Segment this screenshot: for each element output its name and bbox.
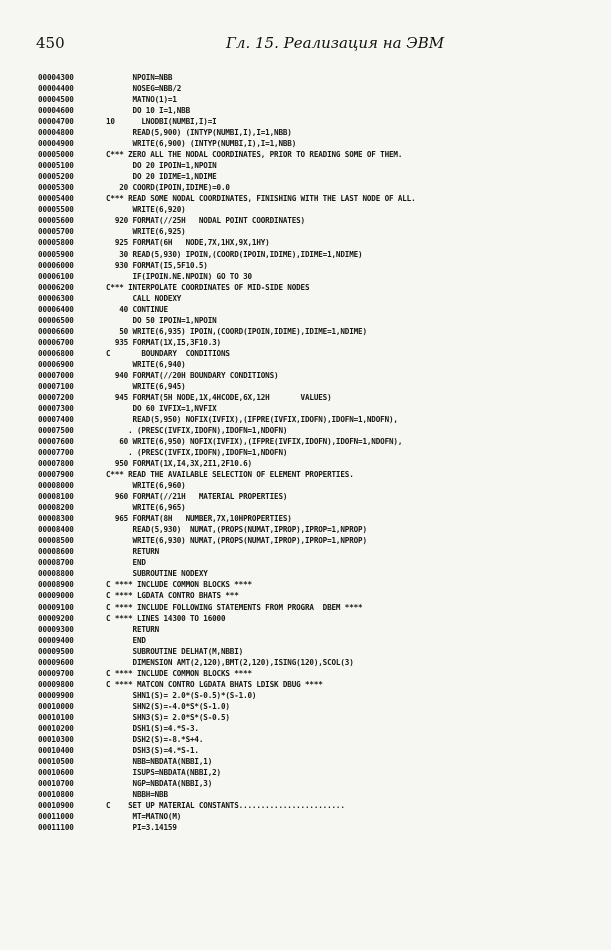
line-source-text: 30 READ(5,930) IPOIN,(COORD(IPOIN,IDIME),IDIME=1,NDIME): [106, 249, 363, 259]
code-line: [38, 370, 598, 381]
line-source-text: WRITE(6,900) (INTYP(NUMBI,I),I=1,NBB): [106, 139, 297, 149]
code-line: [38, 127, 598, 138]
line-source-text: DSH2(S)=-8.*S+4.: [106, 734, 204, 744]
code-line: [38, 822, 598, 833]
code-line: [38, 293, 598, 304]
line-source-text: NOSEG=NBB/2: [106, 84, 182, 94]
line-source-text: WRITE(6,965): [106, 503, 186, 513]
code-line: [38, 182, 598, 193]
line-source-text: DO 60 IVFIX=1,NVFIX: [106, 403, 217, 413]
line-source-text: DIMENSION AMT(2,120),BMT(2,120),ISING(120),SCOL(3): [106, 657, 354, 667]
line-source-text: C **** INCLUDE COMMON BLOCKS ****: [106, 580, 252, 590]
code-line: [38, 590, 598, 601]
code-line: [38, 613, 598, 624]
code-line: [38, 249, 598, 260]
code-line: [38, 679, 598, 690]
line-source-text: SUBROUTINE DELHAT(M,NBBI): [106, 646, 244, 656]
line-source-text: C*** READ THE AVAILABLE SELECTION OF ELEMENT PROPERTIES.: [106, 470, 354, 480]
line-sequence-number: 00009800: [38, 679, 74, 689]
line-sequence-number: 00007300: [38, 403, 74, 413]
line-sequence-number: 00006900: [38, 359, 74, 369]
line-sequence-number: 00009500: [38, 646, 74, 656]
line-source-text: WRITE(6,930) NUMAT,(PROPS(NUMAT,IPROP),IPROP=1,NPROP): [106, 536, 367, 546]
code-line: [38, 138, 598, 149]
code-line: [38, 778, 598, 789]
line-source-text: IF(IPOIN.NE.NPOIN) GO TO 30: [106, 271, 252, 281]
line-source-text: END: [106, 635, 146, 645]
line-source-text: C*** READ SOME NODAL COORDINATES, FINISHING WITH THE LAST NODE OF ALL.: [106, 194, 416, 204]
line-sequence-number: 00009300: [38, 624, 74, 634]
line-source-text: READ(5,930) NUMAT,(PROPS(NUMAT,IPROP),IPROP=1,NPROP): [106, 525, 367, 535]
line-sequence-number: 00005700: [38, 227, 74, 237]
code-line: [38, 348, 598, 359]
line-source-text: CALL NODEXY: [106, 293, 182, 303]
line-sequence-number: 00010800: [38, 790, 74, 800]
line-source-text: NBB=NBDATA(NBBI,1): [106, 756, 213, 766]
line-source-text: 60 WRITE(6,950) NOFIX(IVFIX),(IFPRE(IVFIX,IDOFN),IDOFN=1,NDOFN),: [106, 437, 403, 447]
line-source-text: 10 LNODBI(NUMBI,I)=I: [106, 117, 217, 127]
line-sequence-number: 00006800: [38, 348, 74, 358]
line-source-text: C **** LINES 14300 TO 16000: [106, 613, 226, 623]
line-source-text: 40 CONTINUE: [106, 304, 168, 314]
code-line: [38, 723, 598, 734]
line-sequence-number: 00005300: [38, 183, 74, 193]
code-line: [38, 83, 598, 94]
line-source-text: MATNO(1)=1: [106, 95, 177, 105]
line-source-text: 935 FORMAT(1X,I5,3F10.3): [106, 337, 221, 347]
line-source-text: 965 FORMAT(8H NUMBER,7X,10HPROPERTIES): [106, 514, 292, 524]
code-line: [38, 226, 598, 237]
line-sequence-number: 00007200: [38, 392, 74, 402]
code-line: [38, 193, 598, 204]
line-sequence-number: 00005200: [38, 172, 74, 182]
line-sequence-number: 00007900: [38, 470, 74, 480]
line-sequence-number: 00006400: [38, 304, 74, 314]
line-sequence-number: 00005800: [38, 238, 74, 248]
line-sequence-number: 00009100: [38, 602, 74, 612]
code-line: [38, 359, 598, 370]
line-source-text: 50 WRITE(6,935) IPOIN,(COORD(IPOIN,IDIME),IDIME=1,NDIME): [106, 326, 367, 336]
page-number: 450: [36, 34, 65, 52]
code-line: [38, 116, 598, 127]
line-sequence-number: 00008000: [38, 481, 74, 491]
line-sequence-number: 00010000: [38, 701, 74, 711]
line-sequence-number: 00010900: [38, 801, 74, 811]
line-sequence-number: 00007800: [38, 459, 74, 469]
line-source-text: DO 20 IDIME=1,NDIME: [106, 172, 217, 182]
code-line: [38, 690, 598, 701]
line-source-text: ISUPS=NBDATA(NBBI,2): [106, 767, 221, 777]
line-source-text: C **** INCLUDE COMMON BLOCKS ****: [106, 668, 252, 678]
line-source-text: 960 FORMAT(//21H MATERIAL PROPERTIES): [106, 492, 288, 502]
code-line: [38, 579, 598, 590]
line-sequence-number: 00011000: [38, 812, 74, 822]
line-sequence-number: 00008100: [38, 492, 74, 502]
code-line: [38, 337, 598, 348]
line-sequence-number: 00004900: [38, 139, 74, 149]
line-sequence-number: 00008700: [38, 558, 74, 568]
line-source-text: C*** INTERPOLATE COORDINATES OF MID-SIDE NODES: [106, 282, 310, 292]
code-line: [38, 557, 598, 568]
line-source-text: 925 FORMAT(6H NODE,7X,1HX,9X,1HY): [106, 238, 270, 248]
page-header: [36, 34, 576, 56]
line-sequence-number: 00008200: [38, 503, 74, 513]
line-sequence-number: 00005900: [38, 249, 74, 259]
line-sequence-number: 00009900: [38, 690, 74, 700]
code-line: [38, 524, 598, 535]
code-line: [38, 237, 598, 248]
line-source-text: 930 FORMAT(I5,5F10.5): [106, 260, 208, 270]
code-line: [38, 414, 598, 425]
line-sequence-number: 00007600: [38, 437, 74, 447]
code-line: [38, 436, 598, 447]
line-sequence-number: 00005400: [38, 194, 74, 204]
code-line: [38, 149, 598, 160]
code-listing: [38, 72, 598, 833]
line-sequence-number: 00010400: [38, 745, 74, 755]
line-source-text: WRITE(6,945): [106, 381, 186, 391]
line-sequence-number: 00010600: [38, 767, 74, 777]
code-line: [38, 646, 598, 657]
code-line: [38, 260, 598, 271]
line-sequence-number: 00004400: [38, 84, 74, 94]
line-source-text: C **** LGDATA CONTRO BHATS ***: [106, 591, 239, 601]
code-line: [38, 171, 598, 182]
line-source-text: READ(5,950) NOFIX(IVFIX),(IFPRE(IVFIX,IDOFN),IDOFN=1,NDOFN),: [106, 414, 398, 424]
line-sequence-number: 00010300: [38, 734, 74, 744]
line-source-text: SHN3(S)= 2.0*S*(S-0.5): [106, 712, 230, 722]
code-line: [38, 712, 598, 723]
line-source-text: C*** ZERO ALL THE NODAL COORDINATES, PRIOR TO READING SOME OF THEM.: [106, 150, 403, 160]
line-sequence-number: 00007100: [38, 381, 74, 391]
line-sequence-number: 00004500: [38, 95, 74, 105]
code-line: [38, 756, 598, 767]
line-source-text: NPOIN=NBB: [106, 73, 173, 82]
line-sequence-number: 00009200: [38, 613, 74, 623]
code-line: [38, 568, 598, 579]
code-line: [38, 326, 598, 337]
code-line: [38, 271, 598, 282]
line-source-text: WRITE(6,920): [106, 205, 186, 215]
code-line: [38, 425, 598, 436]
code-line: [38, 668, 598, 679]
line-source-text: DSH3(S)=4.*S-1.: [106, 745, 199, 755]
line-sequence-number: 00004800: [38, 128, 74, 138]
code-line: [38, 381, 598, 392]
line-sequence-number: 00006100: [38, 271, 74, 281]
line-sequence-number: 00010700: [38, 779, 74, 788]
code-line: [38, 767, 598, 778]
code-line: [38, 635, 598, 646]
line-source-text: SHN1(S)= 2.0*(S-0.5)*(S-1.0): [106, 690, 257, 700]
line-source-text: 945 FORMAT(5H NODE,1X,4HCODE,6X,12H VALUES): [106, 392, 332, 402]
line-sequence-number: 00011100: [38, 823, 74, 833]
code-line: [38, 304, 598, 315]
code-line: [38, 546, 598, 557]
line-source-text: WRITE(6,940): [106, 359, 186, 369]
code-line: [38, 160, 598, 171]
line-source-text: C **** INCLUDE FOLLOWING STATEMENTS FROM PROGRA DBEM ****: [106, 602, 363, 612]
line-sequence-number: 00007500: [38, 426, 74, 435]
line-source-text: DSH1(S)=4.*S-3.: [106, 723, 199, 733]
line-source-text: RETURN: [106, 547, 160, 557]
line-sequence-number: 00009000: [38, 591, 74, 601]
line-source-text: WRITE(6,925): [106, 227, 186, 237]
code-line: [38, 204, 598, 215]
code-line: [38, 535, 598, 546]
line-sequence-number: 00007000: [38, 370, 74, 380]
line-sequence-number: 00008400: [38, 525, 74, 535]
line-source-text: WRITE(6,960): [106, 481, 186, 491]
line-source-text: C **** MATCON CONTRO LGDATA BHATS LDISK DBUG ****: [106, 679, 323, 689]
code-line: [38, 502, 598, 513]
line-sequence-number: 00004700: [38, 117, 74, 127]
line-sequence-number: 00007400: [38, 414, 74, 424]
line-source-text: NGP=NBDATA(NBBI,3): [106, 779, 213, 788]
line-source-text: READ(5,900) (INTYP(NUMBI,I),I=1,NBB): [106, 128, 292, 138]
line-sequence-number: 00005000: [38, 150, 74, 160]
line-source-text: 940 FORMAT(//20H BOUNDARY CONDITIONS): [106, 370, 279, 380]
code-line: [38, 215, 598, 226]
line-sequence-number: 00005600: [38, 216, 74, 226]
code-line: [38, 734, 598, 745]
line-source-text: . (PRESC(IVFIX,IDOFN),IDOFN=1,NDOFN): [106, 448, 288, 458]
code-line: [38, 657, 598, 668]
line-source-text: DO 20 IPOIN=1,NPOIN: [106, 161, 217, 171]
code-line: [38, 403, 598, 414]
code-line: [38, 811, 598, 822]
code-line: [38, 800, 598, 811]
line-sequence-number: 00008800: [38, 569, 74, 579]
code-line: [38, 480, 598, 491]
line-sequence-number: 00005100: [38, 161, 74, 171]
line-sequence-number: 00009700: [38, 668, 74, 678]
line-sequence-number: 00010100: [38, 712, 74, 722]
line-source-text: C BOUNDARY CONDITIONS: [106, 348, 230, 358]
line-sequence-number: 00008900: [38, 580, 74, 590]
line-source-text: DO 10 I=1,NBB: [106, 106, 191, 116]
line-source-text: END: [106, 558, 146, 568]
line-source-text: C SET UP MATERIAL CONSTANTS........................: [106, 801, 345, 811]
line-source-text: RETURN: [106, 624, 160, 634]
code-line: [38, 469, 598, 480]
line-sequence-number: 00009400: [38, 635, 74, 645]
line-source-text: 920 FORMAT(//25H NODAL POINT COORDINATES): [106, 216, 305, 226]
line-sequence-number: 00006500: [38, 315, 74, 325]
code-line: [38, 282, 598, 293]
line-source-text: NBBH=NBB: [106, 790, 168, 800]
line-sequence-number: 00006600: [38, 326, 74, 336]
running-title: Гл. 15. Реализация на ЭВМ: [226, 34, 445, 52]
line-sequence-number: 00010200: [38, 723, 74, 733]
line-source-text: MT=MATNO(M): [106, 812, 182, 822]
line-sequence-number: 00009600: [38, 657, 74, 667]
code-line: [38, 491, 598, 502]
code-line: [38, 447, 598, 458]
code-line: [38, 745, 598, 756]
code-line: [38, 701, 598, 712]
code-line: [38, 315, 598, 326]
line-sequence-number: 00008600: [38, 547, 74, 557]
line-sequence-number: 00008300: [38, 514, 74, 524]
code-line: [38, 72, 598, 83]
line-sequence-number: 00004300: [38, 73, 74, 82]
line-sequence-number: 00007700: [38, 448, 74, 458]
code-line: [38, 602, 598, 613]
code-line: [38, 458, 598, 469]
code-line: [38, 624, 598, 635]
line-source-text: . (PRESC(IVFIX,IDOFN),IDOFN=1,NDOFN): [106, 426, 288, 435]
line-sequence-number: 00006000: [38, 260, 74, 270]
line-sequence-number: 00004600: [38, 106, 74, 116]
code-line: [38, 513, 598, 524]
line-source-text: DO 50 IPOIN=1,NPOIN: [106, 315, 217, 325]
line-source-text: 950 FORMAT(1X,I4,3X,2I1,2F10.6): [106, 459, 252, 469]
line-source-text: SUBROUTINE NODEXY: [106, 569, 208, 579]
line-source-text: PI=3.14159: [106, 823, 177, 833]
line-sequence-number: 00010500: [38, 756, 74, 766]
line-source-text: SHN2(S)=-4.0*S*(S-1.0): [106, 701, 230, 711]
code-line: [38, 789, 598, 800]
line-sequence-number: 00008500: [38, 536, 74, 546]
line-sequence-number: 00006300: [38, 293, 74, 303]
line-sequence-number: 00006700: [38, 337, 74, 347]
code-line: [38, 392, 598, 403]
code-line: [38, 105, 598, 116]
line-source-text: 20 COORD(IPOIN,IDIME)=0.0: [106, 183, 230, 193]
line-sequence-number: 00005500: [38, 205, 74, 215]
code-line: [38, 94, 598, 105]
line-sequence-number: 00006200: [38, 282, 74, 292]
